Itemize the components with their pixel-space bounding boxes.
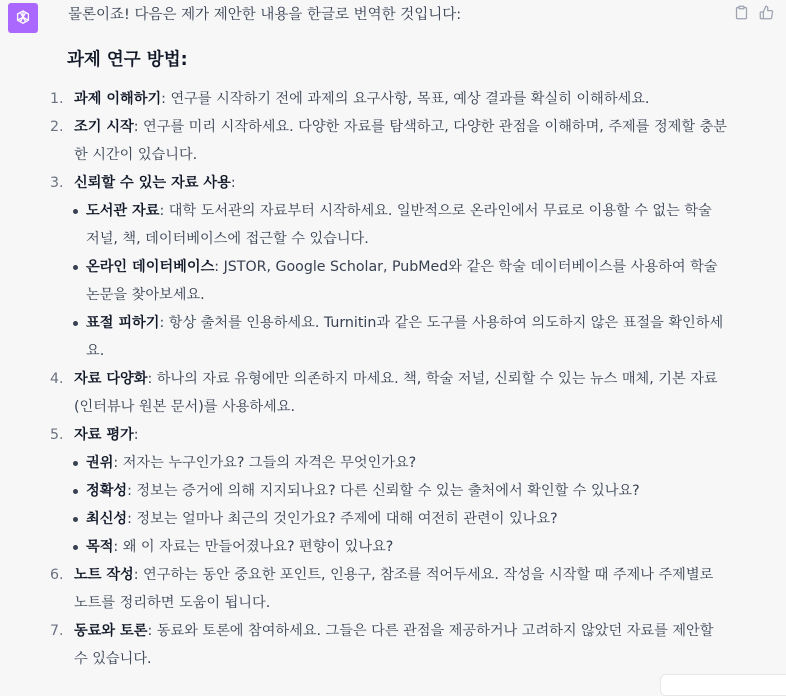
sub-list <box>74 449 728 561</box>
list-item <box>48 421 728 561</box>
list-item <box>48 617 728 673</box>
item-title: 노트 작성 <box>74 567 134 583</box>
intro-text: 물론이죠! 다음은 제가 제안한 내용을 한글로 번역한 것입니다: <box>68 7 462 23</box>
item-title: 자료 다양화 <box>74 371 148 387</box>
item-title: 과제 이해하기 <box>74 91 162 107</box>
sub-item-title: 도서관 자료 <box>86 203 160 219</box>
sub-list-item <box>74 449 728 477</box>
sub-list <box>74 197 728 365</box>
list-item <box>48 113 728 169</box>
clipboard-icon <box>734 5 749 20</box>
item-text: : 하나의 자료 유형에만 의존하지 마세요. 책, 학술 저널, 신뢰할 수 있는 뉴스 매체, 기본 자료(인터뷰나 원본 문서)를 사용하세요. <box>74 371 718 415</box>
item-text: : 연구를 시작하기 전에 과제의 요구사항, 목표, 예상 결과를 확실히 이해하세요. <box>161 91 650 107</box>
steps-list <box>48 85 728 673</box>
message-actions <box>733 4 774 20</box>
item-text: : 연구를 미리 시작하세요. 다양한 자료를 탐색하고, 다양한 관점을 이해하며, 주제를 정제할 충분한 시간이 있습니다. <box>74 119 727 163</box>
item-text: : 동료와 토론에 참여하세요. 그들은 다른 관점을 제공하거나 고려하지 않았던 자료를 제안할 수 있습니다. <box>74 623 714 667</box>
sub-list-item <box>74 533 728 561</box>
sub-item-text: : 정보는 증거에 의해 지지되나요? 다른 신뢰할 수 있는 출처에서 확인할 수 있나요? <box>127 483 640 499</box>
assistant-avatar <box>8 3 38 33</box>
sub-item-title: 최신성 <box>86 511 128 527</box>
scroll-to-bottom-button[interactable] <box>660 674 786 696</box>
copy-button[interactable] <box>733 4 749 20</box>
assistant-message <box>48 0 728 673</box>
thumbs-up-icon <box>759 5 774 20</box>
sub-list-item <box>74 309 728 365</box>
sub-item-text: : 대학 도서관의 자료부터 시작하세요. 일반적으로 온라인에서 무료로 이용할 수 없는 학술 저널, 책, 데이터베이스에 접근할 수 있습니다. <box>86 203 712 247</box>
sub-item-text: : 정보는 얼마나 최근의 것인가요? 주제에 대해 여전히 관련이 있나요? <box>127 511 558 527</box>
sub-item-title: 목적 <box>86 539 114 555</box>
sub-list-item <box>74 197 728 253</box>
item-title: 동료와 토론 <box>74 623 148 639</box>
item-text: : <box>133 427 139 443</box>
item-title: 자료 평가 <box>74 427 134 443</box>
list-number: 3. <box>50 175 64 191</box>
item-text: : <box>230 175 236 191</box>
like-button[interactable] <box>758 4 774 20</box>
sub-list-item <box>74 253 728 309</box>
list-number: 7. <box>50 623 64 639</box>
list-item <box>48 85 728 113</box>
list-number: 5. <box>50 427 64 443</box>
sub-item-text: : JSTOR, Google Scholar, PubMed와 같은 학술 데이터베이스를 사용하여 학술 논문을 찾아보세요. <box>86 259 718 303</box>
list-item <box>48 561 728 617</box>
sub-item-title: 권위 <box>86 455 114 471</box>
list-item <box>48 365 728 421</box>
section-heading: 과제 연구 방법: <box>67 50 188 70</box>
list-number: 2. <box>50 119 64 135</box>
list-number: 1. <box>50 91 64 107</box>
openai-logo-icon <box>13 8 33 28</box>
sub-item-title: 표절 피하기 <box>86 315 160 331</box>
sub-list-item <box>74 505 728 533</box>
item-title: 조기 시작 <box>74 119 134 135</box>
item-title: 신뢰할 수 있는 자료 사용 <box>74 175 231 191</box>
list-item <box>48 169 728 365</box>
sub-item-title: 정확성 <box>86 483 128 499</box>
sub-item-text: : 저자는 누구인가요? 그들의 자격은 무엇인가요? <box>113 455 417 471</box>
sub-item-title: 온라인 데이터베이스 <box>86 259 215 275</box>
list-number: 6. <box>50 567 64 583</box>
sub-list-item <box>74 477 728 505</box>
item-text: : 연구하는 동안 중요한 포인트, 인용구, 참조를 적어두세요. 작성을 시작할 때 주제나 주제별로 노트를 정리하면 도움이 됩니다. <box>74 567 714 611</box>
list-number: 4. <box>50 371 64 387</box>
sub-item-text: : 왜 이 자료는 만들어졌나요? 편향이 있나요? <box>113 539 394 555</box>
sub-item-text: : 항상 출처를 인용하세요. Turnitin과 같은 도구를 사용하여 의도하지 않은 표절을 확인하세요. <box>86 315 724 359</box>
